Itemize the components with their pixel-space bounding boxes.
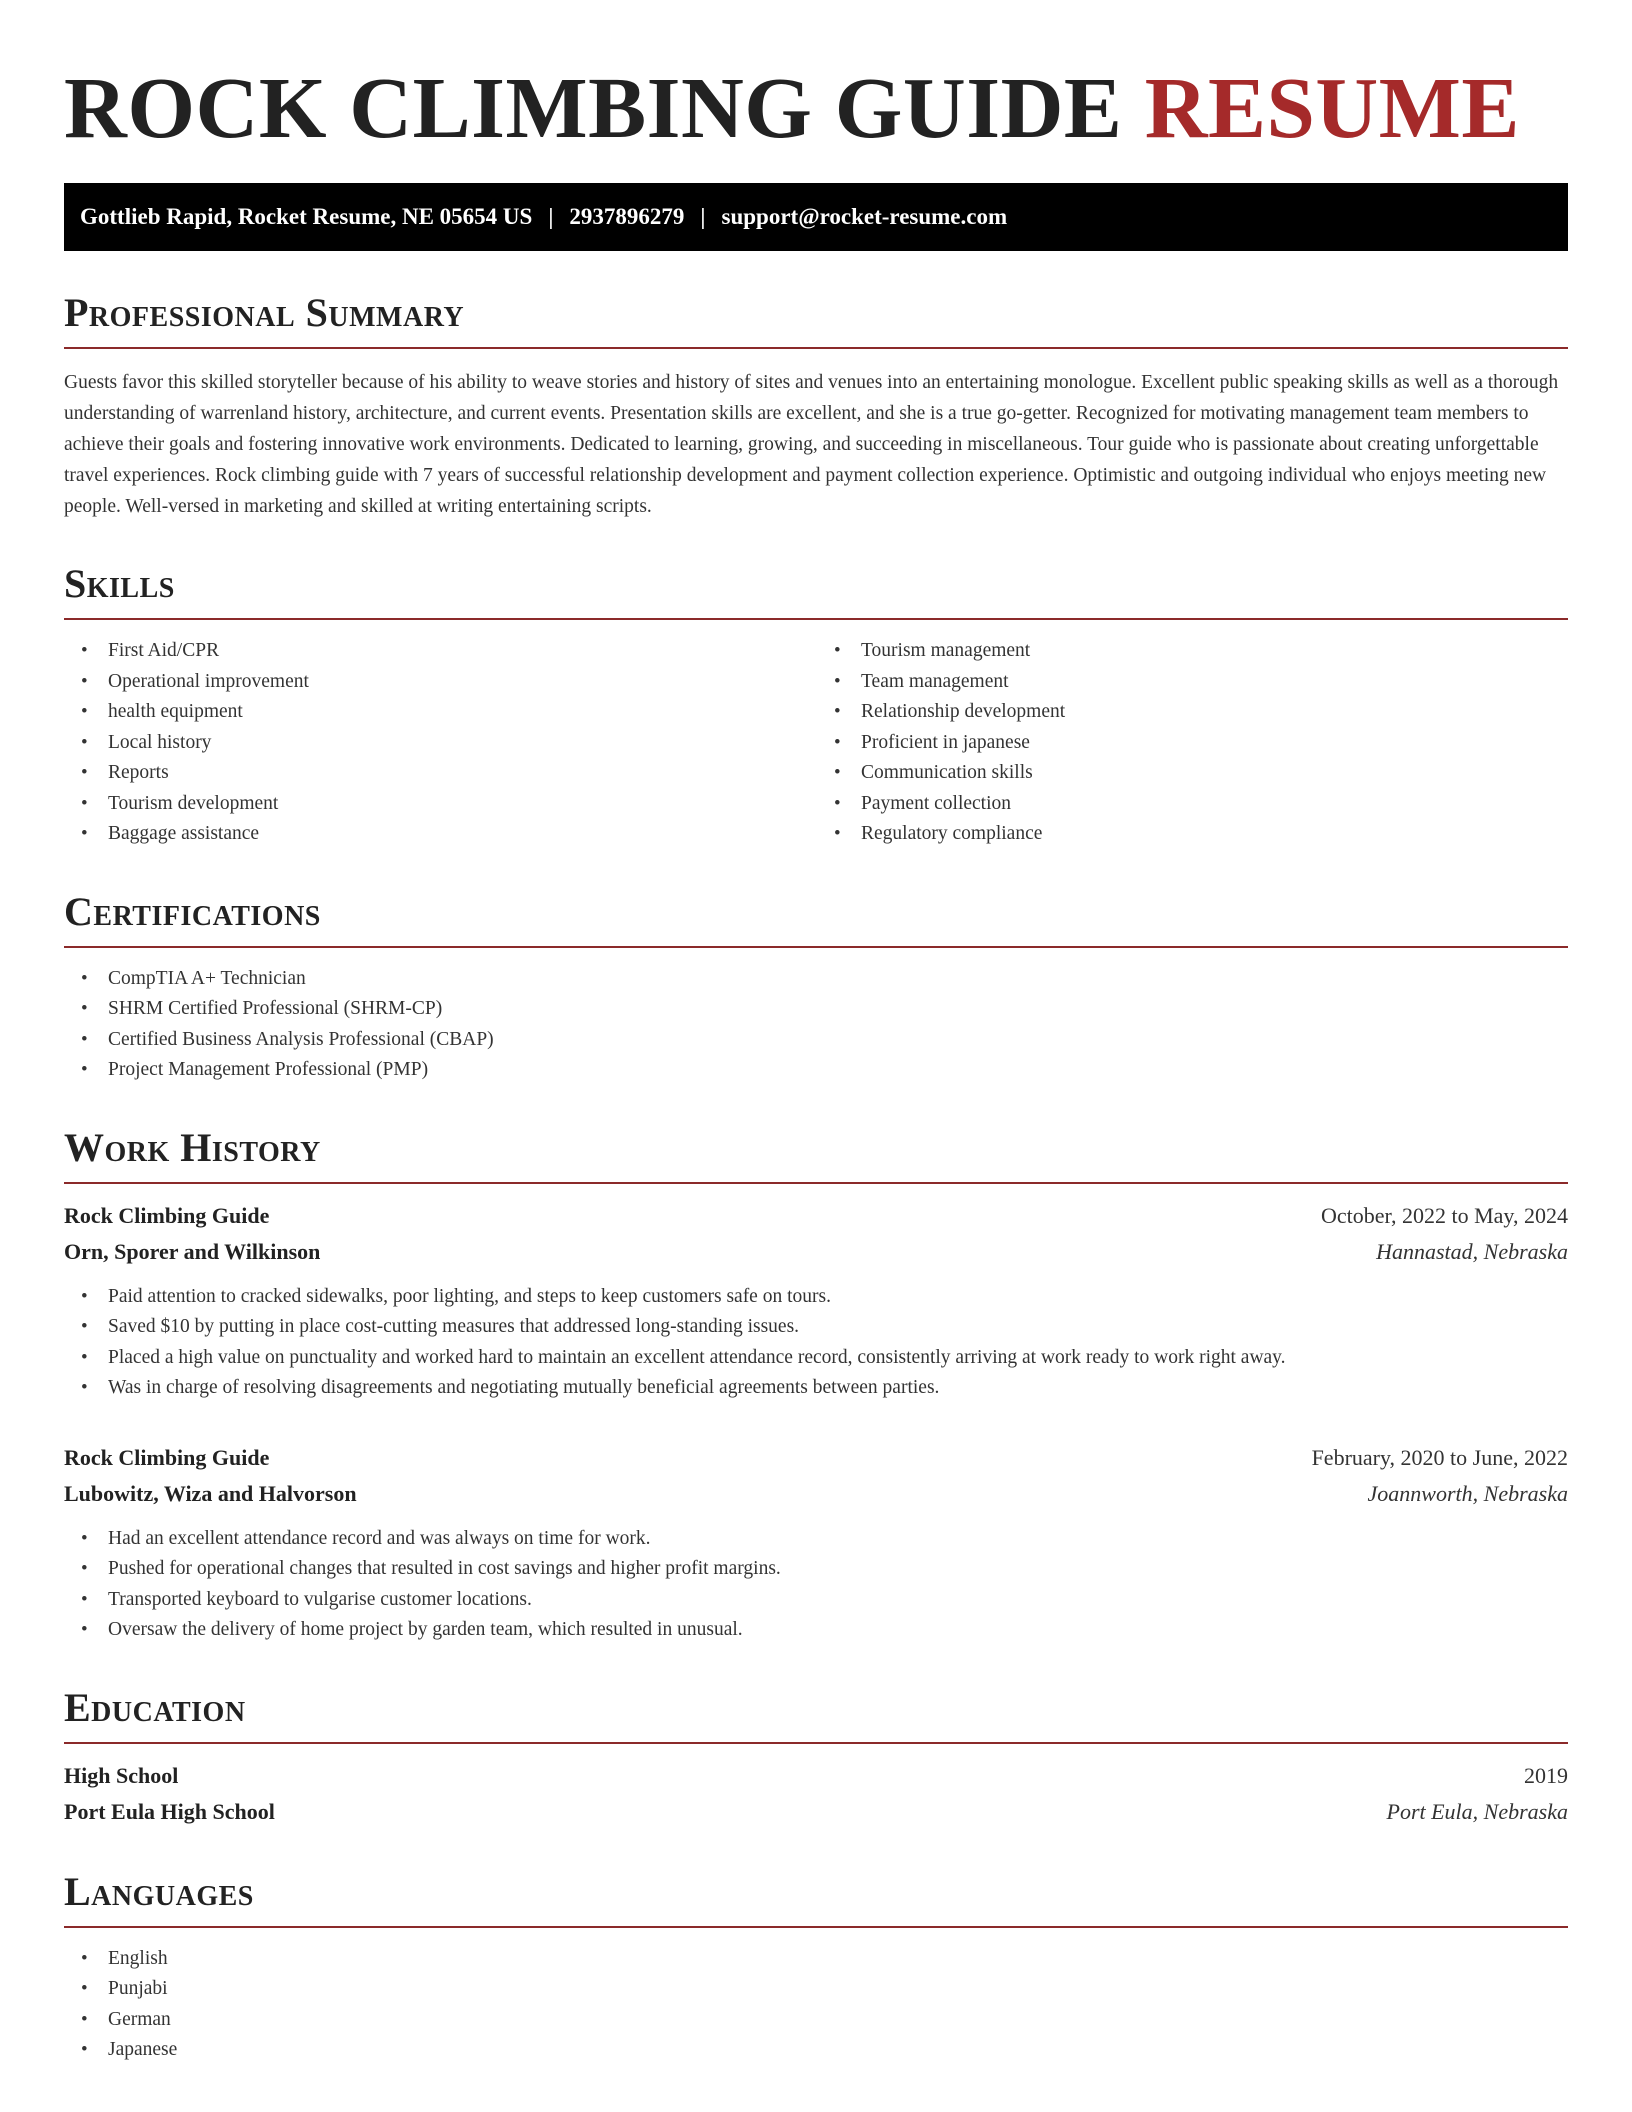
contact-address: Gottlieb Rapid, Rocket Resume, NE 05654 US xyxy=(80,204,533,229)
certification-item: • Certified Business Analysis Professional (CBAP) xyxy=(64,1025,1568,1056)
certifications-list xyxy=(64,964,1568,1086)
language-item: • Japanese xyxy=(64,2035,1568,2066)
job-duty: • Transported keyboard to vulgarise customer locations. xyxy=(64,1585,1568,1616)
skill-item: • Payment collection xyxy=(817,789,1568,820)
skill-item: • Team management xyxy=(817,667,1568,698)
education-section xyxy=(64,1686,1568,1830)
skill-item: • Regulatory compliance xyxy=(817,819,1568,850)
skills-heading: Skills xyxy=(64,562,1568,620)
job-duty: • Saved $10 by putting in place cost-cutting measures that addressed long-standing issues. xyxy=(64,1312,1568,1343)
education-degree: High School xyxy=(64,1762,179,1788)
skill-item: • First Aid/CPR xyxy=(64,636,815,667)
skill-item: • health equipment xyxy=(64,697,815,728)
job-dates: February, 2020 to June, 2022 xyxy=(1311,1444,1568,1470)
certification-item: • SHRM Certified Professional (SHRM-CP) xyxy=(64,994,1568,1025)
work-history-heading: Work History xyxy=(64,1126,1568,1184)
skill-item: • Operational improvement xyxy=(64,667,815,698)
skill-item: • Communication skills xyxy=(817,758,1568,789)
skills-list-left xyxy=(64,636,815,850)
title-accent: RESUME xyxy=(1144,59,1520,156)
contact-email: support@rocket-resume.com xyxy=(721,204,1008,229)
job-title: Rock Climbing Guide xyxy=(64,1202,270,1228)
languages-list xyxy=(64,1944,1568,2066)
skill-item: • Relationship development xyxy=(817,697,1568,728)
summary-text: Guests favor this skilled storyteller because of his ability to weave stories and history of sites and venues into an entertaining monologue. Excellent public speaking skills as well as a thorough understanding of warrenland history, architecture, and current events. Presentation skills are excellent, and she is a true go-getter. Recognized for motivating management team members to achieve their goals and fostering innovative work environments. Dedicated to learning, growing, and succeeding in miscellaneous. Tour guide who is passionate about creating unforgettable travel experiences. Rock climbing guide with 7 years of successful relationship development and payment collection experience. Optimistic and outgoing individual who enjoys meeting new people. Well-versed in marketing and skilled at writing entertaining scripts. xyxy=(64,372,1559,517)
languages-section xyxy=(64,1870,1568,2066)
job-entry xyxy=(64,1440,1568,1646)
certifications-heading: Certifications xyxy=(64,890,1568,948)
education-heading: Education xyxy=(64,1686,1568,1744)
language-item: • German xyxy=(64,2005,1568,2036)
skill-item: • Local history xyxy=(64,728,815,759)
title-main: ROCK CLIMBING GUIDE xyxy=(64,59,1123,156)
language-item: • Punjabi xyxy=(64,1974,1568,2005)
job-duty: • Was in charge of resolving disagreements and negotiating mutually beneficial agreements between parties. xyxy=(64,1373,1568,1404)
job-duties-list xyxy=(64,1524,1568,1646)
contact-separator: | xyxy=(700,204,706,229)
education-degree-row xyxy=(64,1758,1568,1794)
job-company: Orn, Sporer and Wilkinson xyxy=(64,1238,321,1264)
job-location: Hannastad, Nebraska xyxy=(1376,1238,1568,1264)
job-title-row xyxy=(64,1198,1568,1234)
education-school-row xyxy=(64,1794,1568,1830)
contact-bar xyxy=(64,183,1568,251)
skill-item: • Proficient in japanese xyxy=(817,728,1568,759)
resume-title xyxy=(64,56,1568,156)
education-school: Port Eula High School xyxy=(64,1798,275,1824)
job-duty: • Pushed for operational changes that resulted in cost savings and higher profit margins. xyxy=(64,1554,1568,1585)
job-dates: October, 2022 to May, 2024 xyxy=(1321,1202,1568,1228)
job-duties-list xyxy=(64,1282,1568,1404)
skill-item: • Tourism development xyxy=(64,789,815,820)
education-year: 2019 xyxy=(1524,1762,1568,1788)
job-company-row xyxy=(64,1234,1568,1270)
skill-item: • Reports xyxy=(64,758,815,789)
education-entry xyxy=(64,1758,1568,1830)
job-duty: • Placed a high value on punctuality and worked hard to maintain an excellent attendance record, consistently arriving at work ready to work right away. xyxy=(64,1343,1568,1374)
job-company-row xyxy=(64,1476,1568,1512)
languages-heading: Languages xyxy=(64,1870,1568,1928)
job-duty: • Had an excellent attendance record and was always on time for work. xyxy=(64,1524,1568,1555)
certification-item: • Project Management Professional (PMP) xyxy=(64,1055,1568,1086)
certifications-section xyxy=(64,890,1568,1086)
summary-section xyxy=(64,291,1568,522)
contact-separator: | xyxy=(548,204,554,229)
contact-phone: 2937896279 xyxy=(569,204,685,229)
skill-item: • Tourism management xyxy=(817,636,1568,667)
skills-list-right xyxy=(815,636,1568,850)
job-duty: • Oversaw the delivery of home project by garden team, which resulted in unusual. xyxy=(64,1615,1568,1646)
job-location: Joannworth, Nebraska xyxy=(1367,1480,1568,1506)
job-title: Rock Climbing Guide xyxy=(64,1444,270,1470)
education-location: Port Eula, Nebraska xyxy=(1386,1798,1568,1824)
language-item: • English xyxy=(64,1944,1568,1975)
skills-section xyxy=(64,562,1568,850)
skill-item: • Baggage assistance xyxy=(64,819,815,850)
job-company: Lubowitz, Wiza and Halvorson xyxy=(64,1480,357,1506)
work-history-section xyxy=(64,1126,1568,1646)
summary-heading: Professional Summary xyxy=(64,291,1568,349)
skills-grid xyxy=(64,636,1568,850)
job-title-row xyxy=(64,1440,1568,1476)
job-entry xyxy=(64,1198,1568,1404)
certification-item: • CompTIA A+ Technician xyxy=(64,964,1568,995)
job-duty: • Paid attention to cracked sidewalks, poor lighting, and steps to keep customers safe on tours. xyxy=(64,1282,1568,1313)
